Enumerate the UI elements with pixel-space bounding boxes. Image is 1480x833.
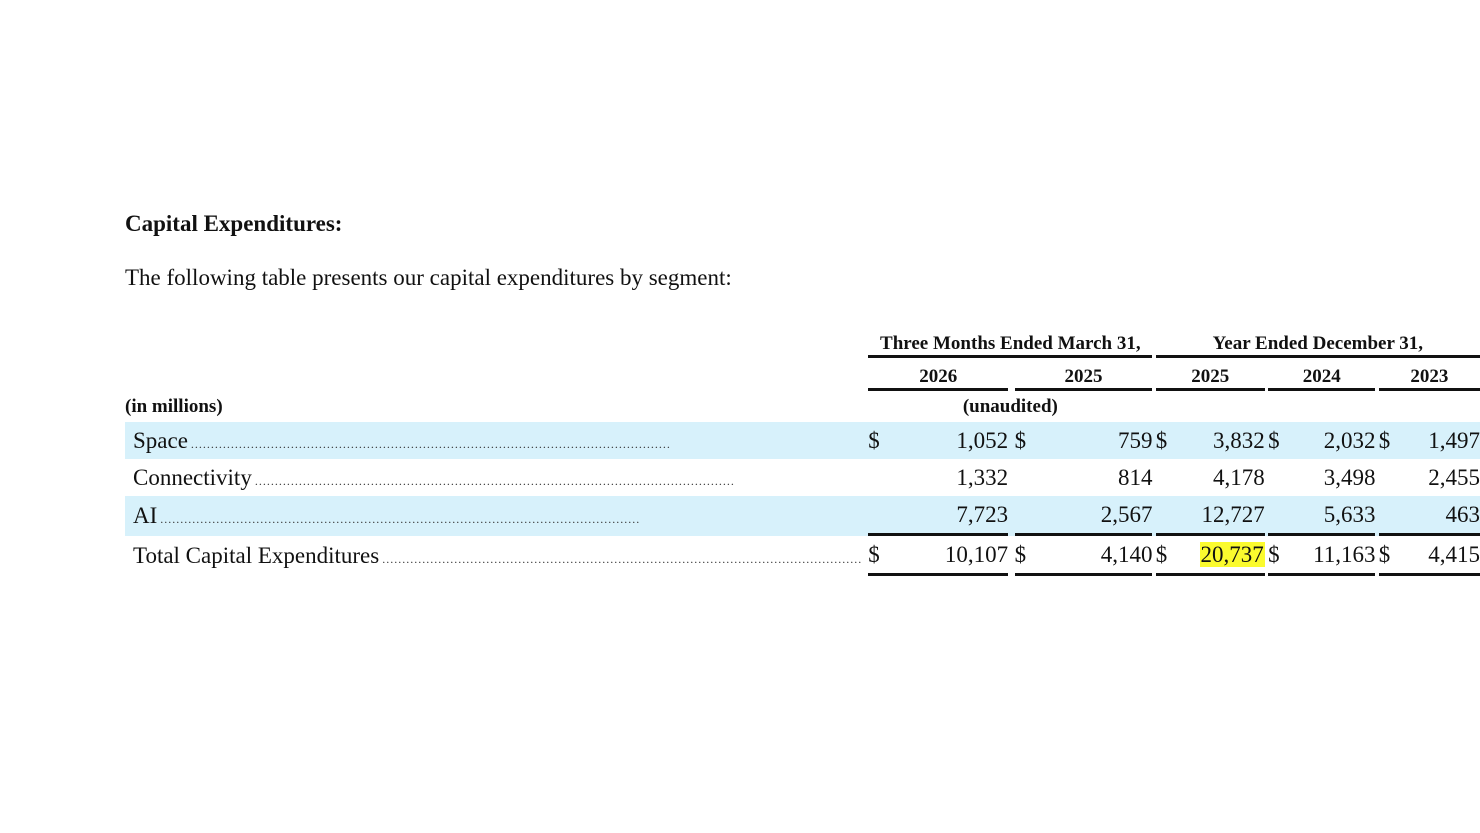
unit-row [125,391,1480,422]
currency-symbol: $ [1156,422,1178,459]
capex-table [125,327,1480,576]
value: 4,415 [1428,541,1480,567]
value: 3,498 [1323,464,1376,490]
year-header-row [125,358,1480,391]
currency-symbol [868,496,901,536]
currency-symbol: $ [1156,536,1178,576]
value: 759 [1117,427,1153,453]
value-cell [1401,536,1480,576]
value: 10,107 [944,541,1009,567]
currency-symbol [1156,459,1178,496]
row-label: Space [133,427,188,453]
table-row [125,459,1480,496]
group-header-year-ended: Year Ended December 31, [1156,327,1480,358]
year-header: 2024 [1268,358,1375,391]
value: 5,633 [1323,501,1376,527]
value-cell [901,536,1008,576]
currency-symbol [1268,459,1290,496]
table-body [125,422,1480,576]
currency-symbol: $ [868,422,901,459]
value-cell [1048,459,1153,496]
year-header: 2025 [1156,358,1265,391]
currency-symbol: $ [1268,536,1290,576]
value-cell [901,422,1008,459]
currency-symbol: $ [1379,536,1401,576]
row-label: Total Capital Expenditures [133,543,380,568]
value: 7,723 [956,501,1009,527]
group-header-row [125,327,1480,358]
currency-symbol [868,459,901,496]
value: 2,032 [1323,427,1376,453]
value-cell [1291,536,1376,576]
leader-dots: ........................................................................................................................ [382,552,863,566]
leader-dots: ........................................................................................................................ [190,436,671,451]
value: 1,497 [1428,427,1480,453]
row-label-cell [125,422,868,459]
value-cell [1401,496,1480,536]
value: 11,163 [1313,541,1376,567]
value-cell [1178,422,1265,459]
currency-symbol [1156,496,1178,536]
currency-symbol [1379,459,1401,496]
value-cell [1291,459,1376,496]
value-cell [1048,536,1153,576]
value: 463 [1445,501,1480,527]
value-cell [1178,459,1265,496]
row-label-cell [125,536,868,576]
value: 4,178 [1213,464,1265,490]
value-cell [1048,422,1153,459]
value-cell [1291,422,1376,459]
value: 1,332 [956,464,1009,490]
value: 2,455 [1428,464,1480,490]
currency-symbol [1015,459,1048,496]
year-header: 2026 [868,358,1008,391]
intro-text: The following table presents our capital expenditures by segment: [125,265,732,290]
value: 2,567 [1100,501,1153,527]
value: 814 [1117,464,1153,490]
currency-symbol: $ [868,536,901,576]
value-cell [1401,422,1480,459]
value: 1,052 [956,427,1009,453]
section-heading: Capital Expenditures: [125,211,343,236]
total-row [125,536,1480,576]
table-row [125,422,1480,459]
value-cell [1291,496,1376,536]
currency-symbol: $ [1268,422,1290,459]
value: 12,727 [1201,501,1265,527]
group-header-three-months: Three Months Ended March 31, [868,327,1152,358]
currency-symbol [1015,496,1048,536]
leader-dots: ........................................................................................................................ [160,512,641,526]
value-cell [1401,459,1480,496]
value-cell [1178,496,1265,536]
currency-symbol: $ [1015,536,1048,576]
value-cell [1048,496,1153,536]
highlighted-value: 20,737 [1200,541,1264,567]
unit-label: (in millions) [125,395,223,417]
value-cell [1178,536,1265,576]
value: 3,832 [1213,427,1265,453]
year-header: 2023 [1379,358,1480,391]
row-label: Connectivity [133,464,252,490]
row-label-cell [125,496,868,536]
year-header: 2025 [1015,358,1153,391]
row-label-cell [125,459,868,496]
unaudited-label: (unaudited) [962,395,1058,417]
value-cell [901,496,1008,536]
currency-symbol: $ [1379,422,1401,459]
currency-symbol [1379,496,1401,536]
row-label: AI [133,503,158,528]
value: 4,140 [1100,541,1153,567]
currency-symbol [1268,496,1290,536]
currency-symbol: $ [1015,422,1048,459]
table-row [125,496,1480,536]
leader-dots: ........................................................................................................................ [254,473,735,488]
value-cell [901,459,1008,496]
